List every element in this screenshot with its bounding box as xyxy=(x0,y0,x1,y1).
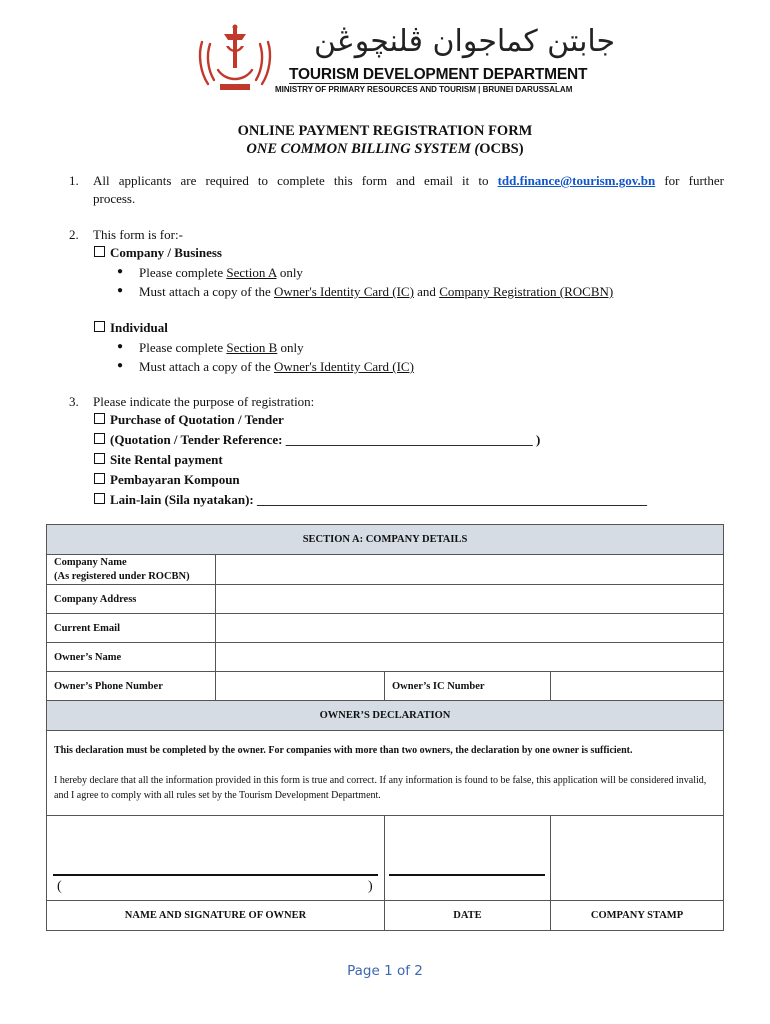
company-checkbox[interactable] xyxy=(94,246,105,257)
owner-name-field[interactable] xyxy=(216,643,724,672)
purpose-site-rental[interactable]: Site Rental payment xyxy=(94,452,223,468)
company-address-field[interactable] xyxy=(216,585,724,614)
item-1-number: 1. xyxy=(69,173,79,188)
name-paren-open: ( xyxy=(57,879,62,894)
department-name: TOURISM DEVELOPMENT DEPARTMENT xyxy=(289,66,588,83)
company-details-table xyxy=(46,524,724,931)
owner-name-label: Owner’s Name xyxy=(47,643,216,672)
form-subtitle: ONE COMMON BILLING SYSTEM (OCBS) xyxy=(246,141,524,157)
item-1-text: All applicants are required to complete this form and email it to tdd.finance@tourism.gov.bn for further xyxy=(93,173,724,188)
owner-signature-field[interactable] xyxy=(47,816,385,901)
name-paren-close: ) xyxy=(368,879,373,894)
declaration-statement: I hereby declare that all the information provided in this form is true and correct. If any information is found to be false, this application will be considered invalid, and I agree to comply with all rules set by the Tourism Development Department. xyxy=(54,775,707,801)
item-2-intro: This form is for:- xyxy=(93,227,183,242)
company-address-label: Company Address xyxy=(47,585,216,614)
individual-option[interactable]: Individual xyxy=(94,320,168,336)
date-field[interactable] xyxy=(385,816,551,901)
name-signature-label: NAME AND SIGNATURE OF OWNER xyxy=(47,901,385,931)
signature-line xyxy=(53,874,378,876)
section-a-header: SECTION A: COMPANY DETAILS xyxy=(47,525,724,555)
company-business-option[interactable]: Company / Business xyxy=(94,245,222,261)
header-divider xyxy=(289,83,557,84)
bullet-icon: ● xyxy=(117,285,124,296)
purpose-checkbox[interactable] xyxy=(94,433,105,444)
item-1-text-cont: process. xyxy=(93,191,136,206)
item-2-number: 2. xyxy=(69,227,79,242)
bullet-icon: ● xyxy=(117,360,124,371)
owner-ic-label: Owner’s IC Number xyxy=(385,672,551,701)
purpose-kompoun[interactable]: Pembayaran Kompoun xyxy=(94,472,240,488)
current-email-label: Current Email xyxy=(47,614,216,643)
date-line xyxy=(389,874,545,876)
individual-bullet-2: Must attach a copy of the Owner's Identity Card (IC) xyxy=(139,359,414,374)
purpose-quotation-tender[interactable]: Purchase of Quotation / Tender xyxy=(94,412,284,428)
company-bullet-1: Please complete Section A only xyxy=(139,265,303,280)
brunei-crest-logo xyxy=(196,24,274,94)
purpose-checkbox[interactable] xyxy=(94,493,105,504)
company-name-field[interactable] xyxy=(216,555,724,585)
purpose-other[interactable]: Lain-lain (Sila nyatakan): ____________________________________________________________ xyxy=(94,492,647,508)
company-bullet-2: Must attach a copy of the Owner's Identity Card (IC) and Company Registration (ROCBN) xyxy=(139,284,614,299)
owner-phone-label: Owner’s Phone Number xyxy=(47,672,216,701)
purpose-checkbox[interactable] xyxy=(94,473,105,484)
department-jawi-name: جابتن كماجوان ڤلنچوڠن xyxy=(314,24,616,59)
declaration-text-cell xyxy=(47,731,724,816)
declaration-note: This declaration must be completed by the owner. For companies with more than two owners, the declaration by one owner is sufficient. xyxy=(54,745,633,756)
bullet-icon: ● xyxy=(117,266,124,277)
current-email-field[interactable] xyxy=(216,614,724,643)
company-name-label: Company Name (As registered under ROCBN) xyxy=(47,555,216,585)
finance-email-link[interactable]: tdd.finance@tourism.gov.bn xyxy=(497,173,656,188)
date-label: DATE xyxy=(385,901,551,931)
owner-phone-field[interactable] xyxy=(216,672,385,701)
purpose-tender-reference[interactable]: (Quotation / Tender Reference: ______________________________________ ) xyxy=(94,432,540,448)
company-stamp-field[interactable] xyxy=(551,816,724,901)
page-number: Page 1 of 2 xyxy=(347,963,423,979)
individual-checkbox[interactable] xyxy=(94,321,105,332)
individual-bullet-1: Please complete Section B only xyxy=(139,340,304,355)
declaration-header: OWNER’S DECLARATION xyxy=(47,701,724,731)
purpose-checkbox[interactable] xyxy=(94,413,105,424)
purpose-checkbox[interactable] xyxy=(94,453,105,464)
ministry-name: MINISTRY OF PRIMARY RESOURCES AND TOURISM | BRUNEI DARUSSALAM xyxy=(275,85,573,94)
bullet-icon: ● xyxy=(117,341,124,352)
item-3-intro: Please indicate the purpose of registration: xyxy=(93,394,315,409)
company-stamp-label: COMPANY STAMP xyxy=(551,901,724,931)
form-title: ONLINE PAYMENT REGISTRATION FORM xyxy=(237,123,533,139)
item-3-number: 3. xyxy=(69,394,79,409)
owner-ic-field[interactable] xyxy=(551,672,724,701)
